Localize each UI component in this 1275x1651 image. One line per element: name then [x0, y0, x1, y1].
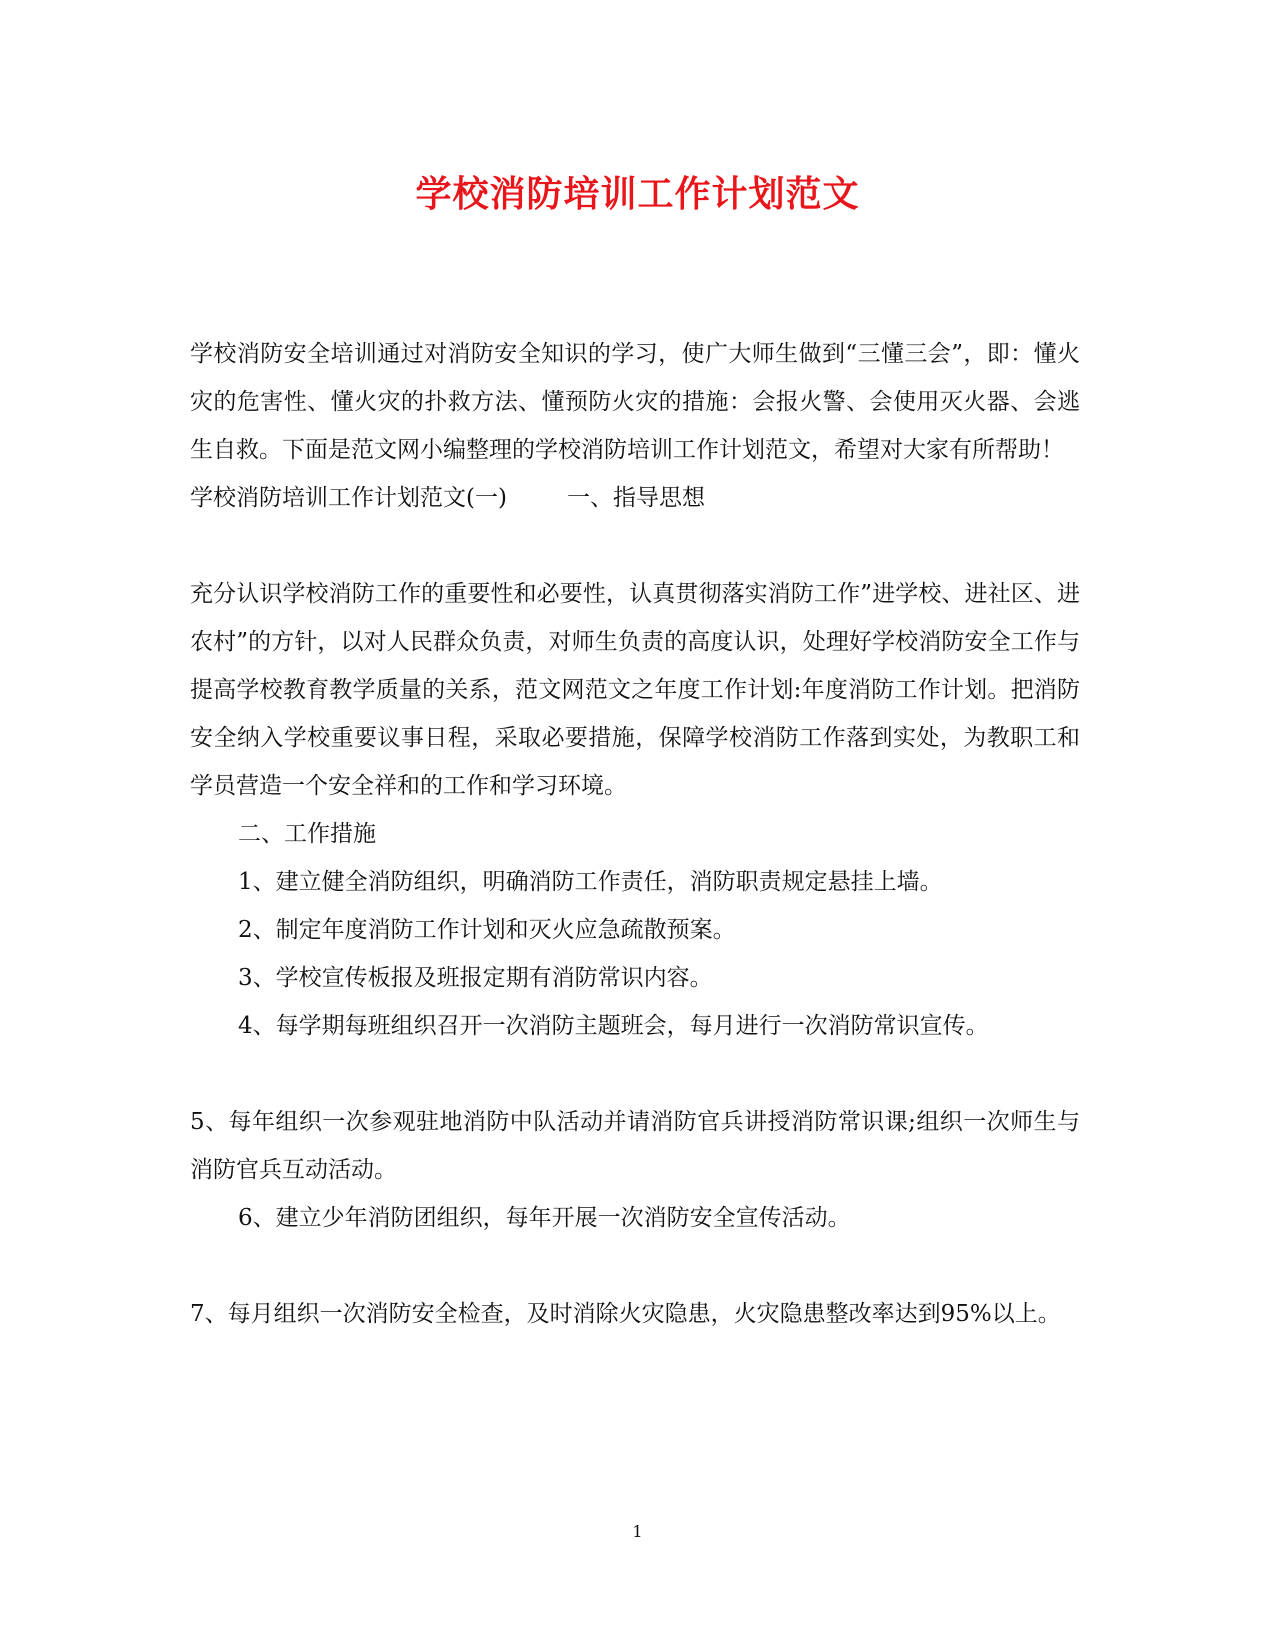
guiding-thought-paragraph: 充分认识学校消防工作的重要性和必要性，认真贯彻落实消防工作”进学校、进社区、进农村”的方针，以对人民群众负责，对师生负责的高度认识，处理好学校消防安全工作与提高学校教育教学质量的关系，范文网范文之年度工作计划:年度消防工作计划。把消防安全纳入学校重要议事日程，采取必要措施，保障学校消防工作落到实处，为教职工和学员营造一个安全祥和的工作和学习环境。: [190, 581, 1080, 799]
measure-item-5: 5、每年组织一次参观驻地消防中队活动并请消防官兵讲授消防常识课;组织一次师生与消防官兵互动活动。: [190, 1109, 1080, 1183]
measure-item-2: 2、制定年度消防工作计划和灭火应急疏散预案。: [238, 917, 736, 943]
section-heading-guiding-thought: 一、指导思想: [566, 485, 705, 511]
section-title-line: [190, 474, 1080, 522]
section-title: 学校消防培训工作计划范文(一): [190, 485, 507, 511]
measure-item-1: 1、建立健全消防组织，明确消防工作责任，消防职责规定悬挂上墙。: [238, 869, 943, 895]
page-number: 1: [632, 1522, 643, 1541]
measure-item-3: 3、学校宣传板报及班报定期有消防常识内容。: [238, 965, 713, 991]
document-body: [190, 330, 1080, 1338]
intro-paragraph: 学校消防安全培训通过对消防安全知识的学习，使广大师生做到“三懂三会”，即：懂火灾的危害性、懂火灾的扑救方法、懂预防火灾的措施：会报火警、会使用灭火器、会逃生自救。下面是范文网小编整理的学校消防培训工作计划范文，希望对大家有所帮助！: [190, 341, 1080, 463]
section-heading-work-measures: 二、工作措施: [238, 821, 376, 847]
document-title: 学校消防培训工作计划范文: [415, 173, 860, 215]
measure-item-7: 7、每月组织一次消防安全检查，及时消除火灾隐患，火灾隐患整改率达到95%以上。: [190, 1301, 1061, 1327]
measure-item-4: 4、每学期每班组织召开一次消防主题班会，每月进行一次消防常识宣传。: [238, 1013, 989, 1039]
measure-item-6: 6、建立少年消防团组织，每年开展一次消防安全宣传活动。: [238, 1205, 851, 1231]
